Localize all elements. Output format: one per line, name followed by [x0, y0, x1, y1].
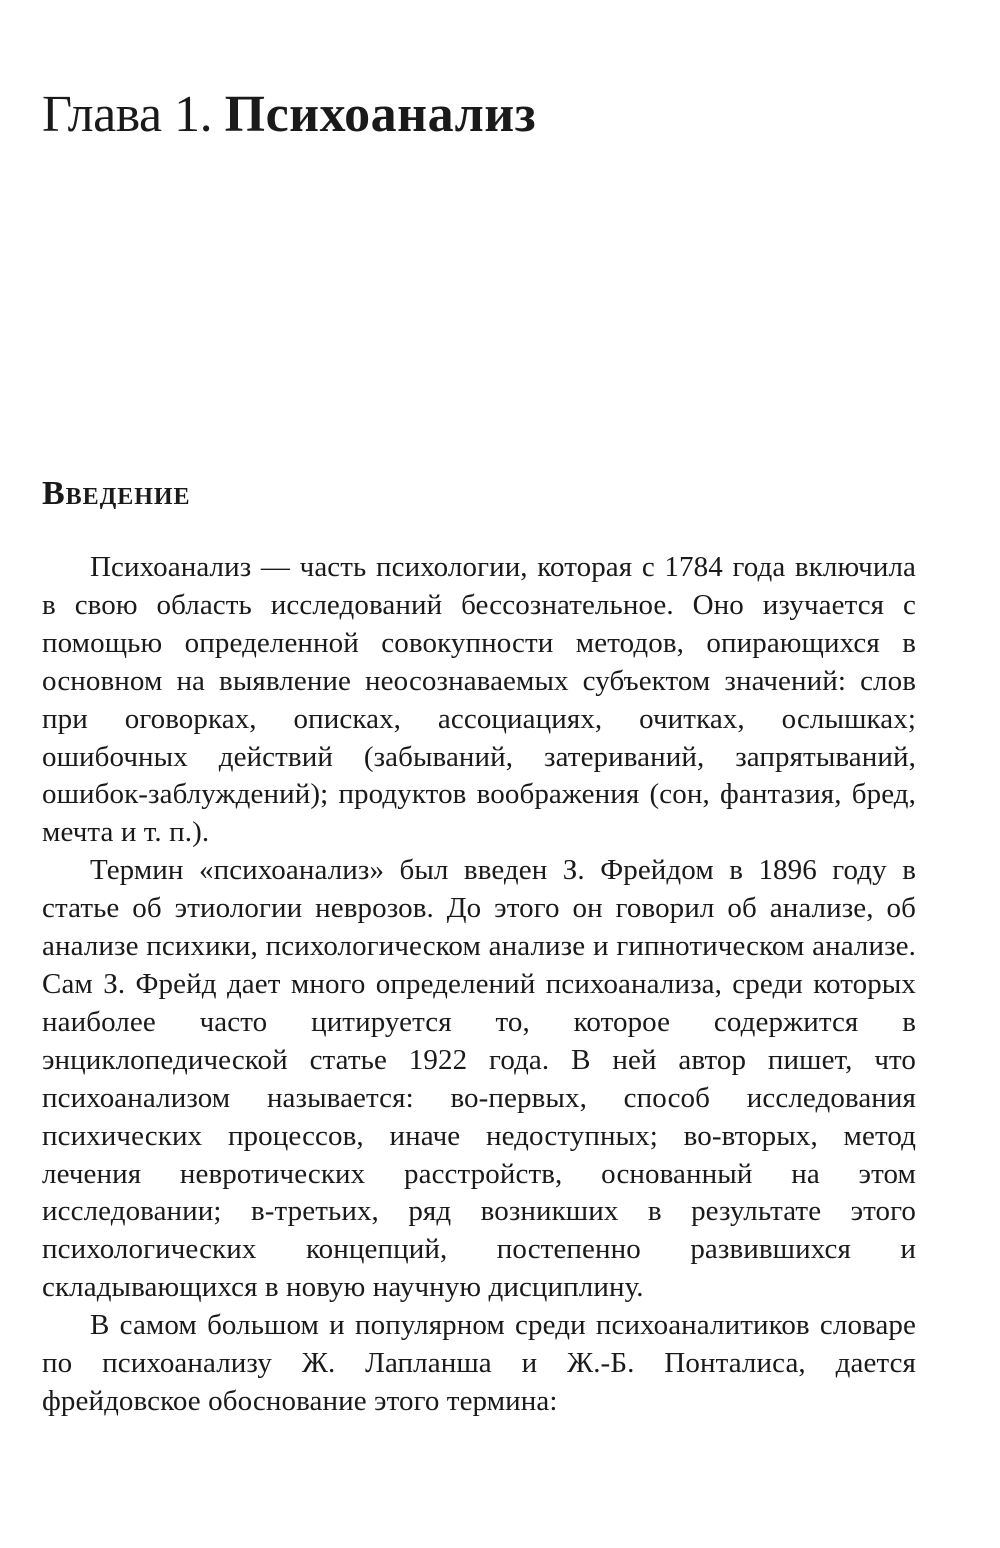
chapter-label: Глава 1.: [42, 86, 213, 143]
chapter-heading: [42, 82, 536, 148]
paragraph: Психоанализ — часть психологии, которая с 1784 года включила в свою область исследований бессознательное. Оно изучается с помощью определенной совокупности методов, опирающихся в основном на выявление неосознаваемых субъектом значений: слов при оговорках, описках, ассоциациях, очитках, ослышках; ошибочных действий (забываний, затериваний, запрятываний, ошибок-заблуждений); продуктов воображения (сон, фантазия, бред, мечта и т. п.).: [42, 551, 916, 849]
chapter-title: Психоанализ: [224, 86, 537, 143]
paragraph: Термин «психоанализ» был введен З. Фрейдом в 1896 году в статье об этиологии неврозов. До этого он говорил об анализе, об анализе психики, психологическом анализе и гипнотическом анализе. Сам З. Фрейд дает много определений психоанализа, среди которых наиболее часто цитируется то, которое содержится в энциклопедической статье 1922 года. В ней автор пишет, что психоанализом называется: во-первых, способ исследования психических процессов, иначе недоступных; во-вторых, метод лечения невротических расстройств, основанный на этом исследовании; в-третьих, ряд возникших в результате этого психологических концепций, постепенно развившихся и складывающихся в новую научную дисциплину.: [42, 854, 916, 1304]
paragraph: В самом большом и популярном среди психоаналитиков словаре по психоанализу Ж. Лапланша и Ж.-Б. Понталиса, дается фрейдовское обоснование этого термина:: [42, 1309, 916, 1417]
body-text: [42, 549, 916, 1421]
book-page: [42, 0, 916, 1548]
section-heading: Введение: [42, 475, 191, 512]
